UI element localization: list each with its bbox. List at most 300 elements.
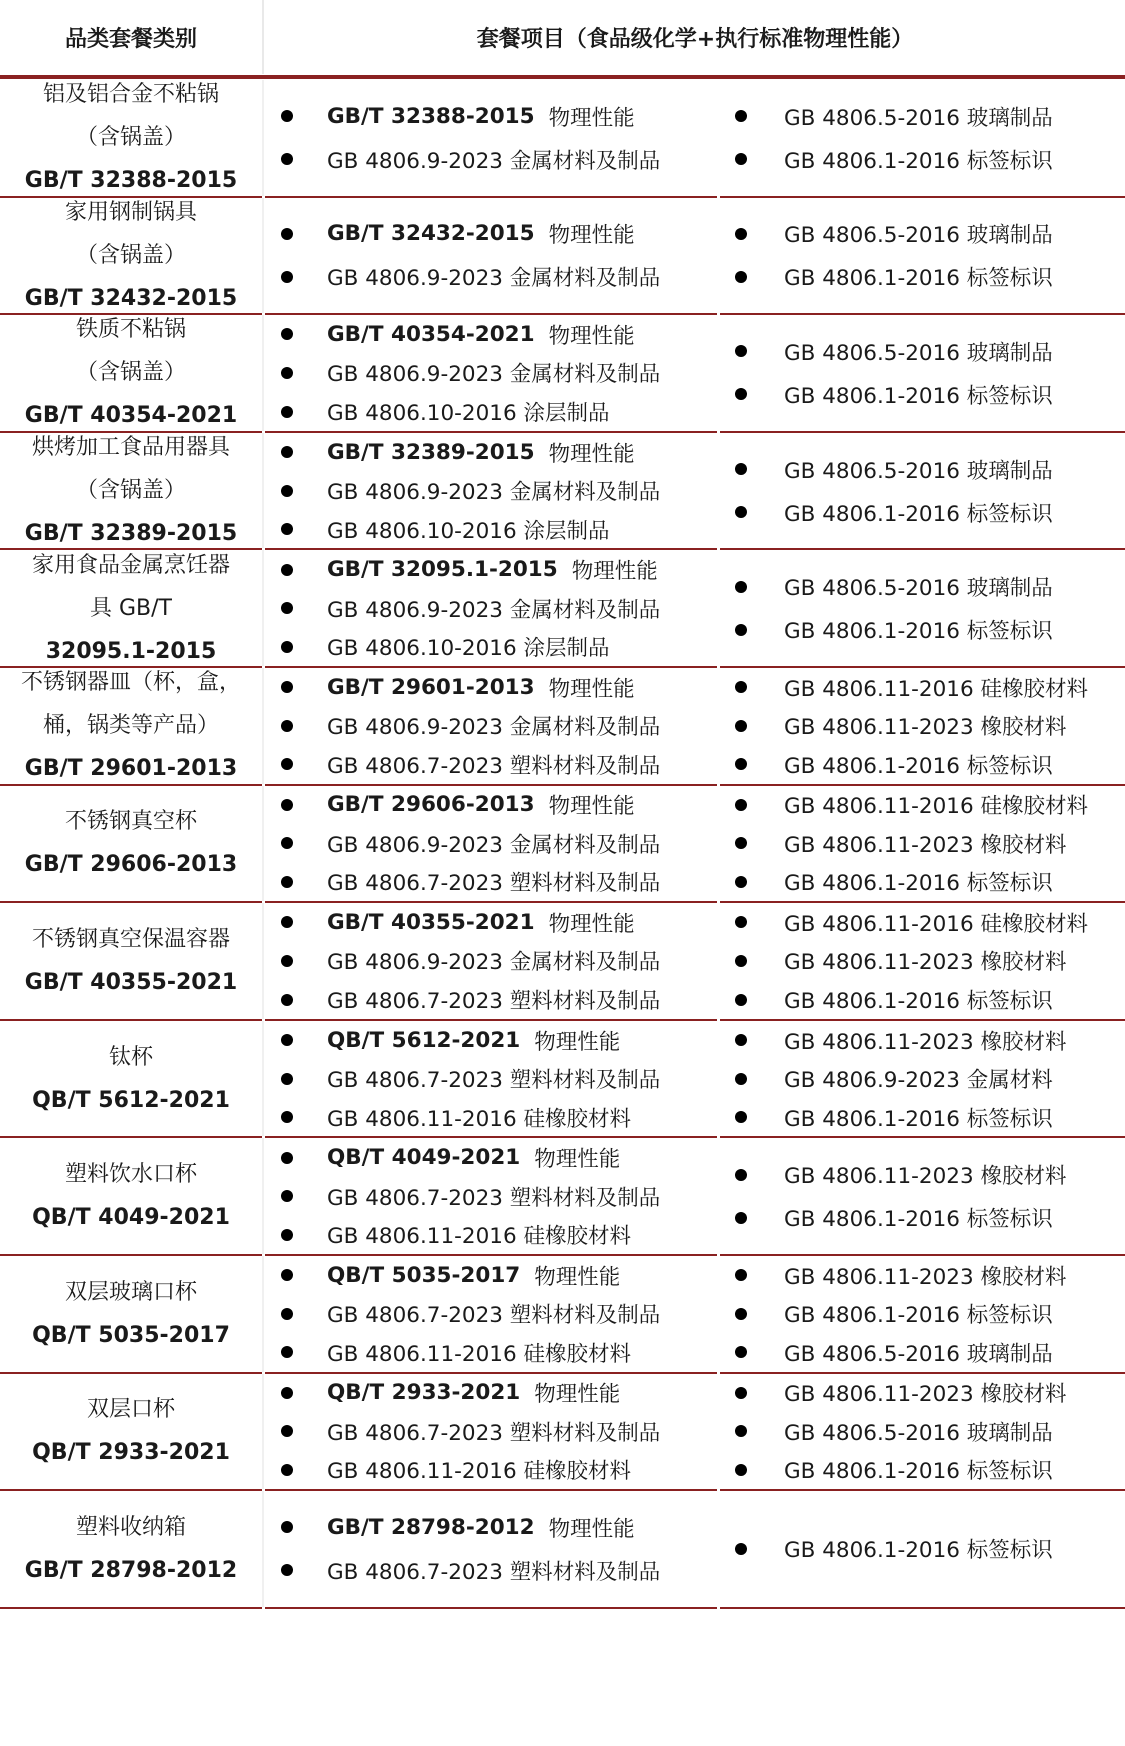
standard-code: GB/T 32432-2015 xyxy=(327,221,535,247)
standard-text: GB 4806.11-2016 硅橡胶材料 xyxy=(784,911,1088,937)
bullet-icon xyxy=(281,110,293,122)
standard-text: 物理性能 xyxy=(548,105,635,131)
items-right xyxy=(720,80,1125,196)
category-name: （含锅盖） xyxy=(75,360,186,386)
standard-text: GB 4806.7-2023 塑料材料及制品 xyxy=(327,1303,661,1329)
category-code: 32095.1-2015 xyxy=(45,638,217,664)
category-code: GB/T 32388-2015 xyxy=(24,168,238,194)
items-right xyxy=(720,668,1125,784)
list-item xyxy=(265,863,720,902)
table-row xyxy=(0,550,1125,668)
standard-text: GB 4806.1-2016 标签标识 xyxy=(784,619,1053,645)
standard-text: GB 4806.5-2016 玻璃制品 xyxy=(784,458,1053,484)
list-item xyxy=(720,824,1125,863)
category-name: 家用钢制锅具 xyxy=(64,199,197,225)
standard-text: 物理性能 xyxy=(548,911,635,937)
list-item xyxy=(265,668,720,707)
list-item xyxy=(720,330,1125,373)
bullet-icon xyxy=(281,406,293,418)
bullet-icon xyxy=(281,1346,293,1358)
list-item xyxy=(720,1527,1125,1570)
standard-text: GB 4806.1-2016 标签标识 xyxy=(784,266,1053,292)
list-item xyxy=(265,1374,720,1413)
list-item xyxy=(720,1295,1125,1334)
list-item xyxy=(720,707,1125,746)
list-item xyxy=(265,255,720,298)
items-right xyxy=(720,903,1125,1019)
standard-text: GB 4806.11-2023 橡胶材料 xyxy=(784,832,1067,858)
category-cell xyxy=(0,198,262,314)
category-code: GB/T 32432-2015 xyxy=(24,285,238,311)
list-item xyxy=(265,95,720,138)
bullet-icon xyxy=(735,1212,747,1224)
list-item xyxy=(265,1549,720,1592)
row-divider xyxy=(720,1607,1125,1609)
list-item xyxy=(720,863,1125,902)
category-name: 塑料收纳箱 xyxy=(75,1514,186,1540)
items-left xyxy=(265,80,720,196)
items-right xyxy=(720,1138,1125,1254)
bullet-icon xyxy=(281,1464,293,1476)
standard-text: 物理性能 xyxy=(534,1382,621,1408)
list-item xyxy=(265,1059,720,1098)
list-item xyxy=(720,1333,1125,1372)
category-code: GB/T 29606-2013 xyxy=(24,852,238,878)
list-item xyxy=(720,1412,1125,1451)
column-divider xyxy=(262,80,264,196)
list-item xyxy=(265,942,720,981)
category-cell xyxy=(0,315,262,431)
category-code: GB/T 40354-2021 xyxy=(24,403,238,429)
category-name: 铝及铝合金不粘锅 xyxy=(42,82,219,108)
bullet-icon xyxy=(735,955,747,967)
list-item xyxy=(720,95,1125,138)
table-row xyxy=(0,198,1125,316)
standard-text: GB 4806.11-2016 硅橡胶材料 xyxy=(784,676,1088,702)
column-divider xyxy=(262,1138,264,1254)
standard-text: GB 4806.11-2016 硅橡胶材料 xyxy=(327,1224,631,1250)
column-divider xyxy=(262,550,264,666)
table-row xyxy=(0,433,1125,551)
list-item xyxy=(265,550,720,589)
standard-text: GB 4806.5-2016 玻璃制品 xyxy=(784,223,1053,249)
table-row xyxy=(0,786,1125,904)
bullet-icon xyxy=(735,1425,747,1437)
bullet-icon xyxy=(735,1111,747,1123)
category-cell xyxy=(0,1021,262,1137)
standard-text: GB 4806.11-2023 橡胶材料 xyxy=(784,1264,1067,1290)
standard-text: 物理性能 xyxy=(548,1516,635,1542)
list-item xyxy=(265,510,720,549)
items-right xyxy=(720,786,1125,902)
bullet-icon xyxy=(735,720,747,732)
items-left xyxy=(265,1138,720,1254)
table-row xyxy=(0,1138,1125,1256)
standard-code: GB/T 40354-2021 xyxy=(327,321,535,347)
bullet-icon xyxy=(281,837,293,849)
bullet-icon xyxy=(281,1229,293,1241)
standard-text: GB 4806.9-2023 金属材料及制品 xyxy=(327,950,661,976)
list-item xyxy=(265,1295,720,1334)
standard-code: QB/T 4049-2021 xyxy=(327,1145,521,1171)
standard-text: GB 4806.10-2016 涂层制品 xyxy=(327,636,610,662)
bullet-icon xyxy=(735,1169,747,1181)
category-cell xyxy=(0,550,262,666)
standard-text: GB 4806.7-2023 塑料材料及制品 xyxy=(327,1559,661,1585)
standard-code: GB/T 28798-2012 xyxy=(327,1514,535,1540)
standard-text: 物理性能 xyxy=(548,441,635,467)
bullet-icon xyxy=(735,506,747,518)
bullet-icon xyxy=(281,916,293,928)
bullet-icon xyxy=(735,581,747,593)
list-item xyxy=(265,707,720,746)
standard-text: GB 4806.9-2023 金属材料 xyxy=(784,1068,1053,1094)
category-name: 具 GB/T xyxy=(90,595,172,621)
bullet-icon xyxy=(735,681,747,693)
list-item xyxy=(265,1256,720,1295)
list-item xyxy=(720,1153,1125,1196)
list-item xyxy=(720,212,1125,255)
items-right xyxy=(720,1021,1125,1137)
header-divider xyxy=(262,0,264,74)
standard-code: QB/T 2933-2021 xyxy=(327,1380,521,1406)
list-item xyxy=(265,392,720,431)
items-left xyxy=(265,315,720,431)
bullet-icon xyxy=(281,1521,293,1533)
standard-code: GB/T 40355-2021 xyxy=(327,909,535,935)
category-name: 铁质不粘锅 xyxy=(75,317,186,343)
bullet-icon xyxy=(735,1387,747,1399)
standard-text: GB 4806.7-2023 塑料材料及制品 xyxy=(327,1420,661,1446)
standard-text: GB 4806.1-2016 标签标识 xyxy=(784,753,1053,779)
standard-text: GB 4806.5-2016 玻璃制品 xyxy=(784,1420,1053,1446)
list-item xyxy=(265,1412,720,1451)
standard-code: QB/T 5612-2021 xyxy=(327,1027,521,1053)
bullet-icon xyxy=(281,1034,293,1046)
bullet-icon xyxy=(281,564,293,576)
bullet-icon xyxy=(281,602,293,614)
list-item xyxy=(720,1374,1125,1413)
list-item xyxy=(720,1021,1125,1060)
items-right xyxy=(720,1256,1125,1372)
category-cell xyxy=(0,1256,262,1372)
items-left xyxy=(265,550,720,666)
bullet-icon xyxy=(735,799,747,811)
bullet-icon xyxy=(735,153,747,165)
bullet-icon xyxy=(281,641,293,653)
bullet-icon xyxy=(735,837,747,849)
standard-text: GB 4806.9-2023 金属材料及制品 xyxy=(327,148,661,174)
list-item xyxy=(265,1506,720,1549)
items-right xyxy=(720,1491,1125,1607)
category-name: 家用食品金属烹饪器 xyxy=(31,552,230,578)
bullet-icon xyxy=(281,1111,293,1123)
table-header xyxy=(0,0,1125,78)
standard-text: GB 4806.7-2023 塑料材料及制品 xyxy=(327,989,661,1015)
standard-text: 物理性能 xyxy=(548,794,635,820)
list-item xyxy=(265,433,720,472)
column-divider xyxy=(262,903,264,1019)
bullet-icon xyxy=(281,328,293,340)
table-row xyxy=(0,1491,1125,1609)
standard-text: GB 4806.11-2023 橡胶材料 xyxy=(784,1029,1067,1055)
list-item xyxy=(720,668,1125,707)
bullet-icon xyxy=(735,1464,747,1476)
category-name: （含锅盖） xyxy=(75,125,186,151)
standard-text: 物理性能 xyxy=(548,223,635,249)
standard-text: 物理性能 xyxy=(571,559,658,585)
bullet-icon xyxy=(735,1034,747,1046)
bullet-icon xyxy=(281,720,293,732)
standard-text: GB 4806.10-2016 涂层制品 xyxy=(327,401,610,427)
category-name: 烘烤加工食品用器具 xyxy=(31,435,230,461)
list-item xyxy=(265,1098,720,1137)
bullet-icon xyxy=(281,1152,293,1164)
standard-text: GB 4806.5-2016 玻璃制品 xyxy=(784,576,1053,602)
list-item xyxy=(720,565,1125,608)
list-item xyxy=(720,1059,1125,1098)
category-cell xyxy=(0,786,262,902)
column-divider xyxy=(262,1374,264,1490)
standard-text: GB 4806.9-2023 金属材料及制品 xyxy=(327,715,661,741)
standard-text: GB 4806.5-2016 玻璃制品 xyxy=(784,105,1053,131)
standard-text: 物理性能 xyxy=(534,1029,621,1055)
category-cell xyxy=(0,903,262,1019)
standard-text: GB 4806.9-2023 金属材料及制品 xyxy=(327,266,661,292)
bullet-icon xyxy=(735,228,747,240)
standard-code: GB/T 32388-2015 xyxy=(327,103,535,129)
table-row xyxy=(0,1256,1125,1374)
category-code: QB/T 5035-2017 xyxy=(32,1322,230,1348)
standard-code: GB/T 32095.1-2015 xyxy=(327,557,558,583)
category-code: QB/T 4049-2021 xyxy=(32,1205,230,1231)
header-items: 套餐项目（食品级化学+执行标准物理性能） xyxy=(476,26,914,52)
table-row xyxy=(0,903,1125,1021)
category-name: 不锈钢真空杯 xyxy=(64,809,197,835)
list-item xyxy=(720,942,1125,981)
category-code: GB/T 32389-2015 xyxy=(24,521,238,547)
bullet-icon xyxy=(281,1425,293,1437)
items-left xyxy=(265,433,720,549)
header-category: 品类套餐类别 xyxy=(64,26,197,52)
category-code: QB/T 5612-2021 xyxy=(32,1087,230,1113)
list-item xyxy=(720,1098,1125,1137)
category-cell xyxy=(0,668,262,784)
category-code: GB/T 29601-2013 xyxy=(24,756,238,782)
items-left xyxy=(265,1021,720,1137)
column-divider xyxy=(262,786,264,902)
bullet-icon xyxy=(735,1269,747,1281)
standard-text: GB 4806.9-2023 金属材料及制品 xyxy=(327,832,661,858)
list-item xyxy=(265,1451,720,1490)
category-cell xyxy=(0,80,262,196)
list-item xyxy=(265,824,720,863)
standard-code: GB/T 29606-2013 xyxy=(327,792,535,818)
standard-text: GB 4806.1-2016 标签标识 xyxy=(784,501,1053,527)
list-item xyxy=(265,1215,720,1254)
list-item xyxy=(720,1196,1125,1239)
bullet-icon xyxy=(735,876,747,888)
list-item xyxy=(265,354,720,393)
standard-text: GB 4806.1-2016 标签标识 xyxy=(784,1459,1053,1485)
standard-text: GB 4806.1-2016 标签标识 xyxy=(784,148,1053,174)
bullet-icon xyxy=(735,1308,747,1320)
standard-text: GB 4806.9-2023 金属材料及制品 xyxy=(327,597,661,623)
standard-code: GB/T 29601-2013 xyxy=(327,674,535,700)
column-divider xyxy=(262,1256,264,1372)
bullet-icon xyxy=(735,1346,747,1358)
category-code: QB/T 2933-2021 xyxy=(32,1440,230,1466)
category-name: 双层玻璃口杯 xyxy=(64,1279,197,1305)
list-item xyxy=(720,373,1125,416)
items-right xyxy=(720,315,1125,431)
list-item xyxy=(265,1021,720,1060)
standard-text: 物理性能 xyxy=(534,1264,621,1290)
standard-text: GB 4806.1-2016 标签标识 xyxy=(784,1106,1053,1132)
list-item xyxy=(265,1333,720,1372)
list-item xyxy=(720,491,1125,534)
list-item xyxy=(265,589,720,628)
standard-text: 物理性能 xyxy=(548,676,635,702)
category-name: 钛杯 xyxy=(108,1044,153,1070)
column-divider xyxy=(262,1021,264,1137)
category-code: GB/T 28798-2012 xyxy=(24,1557,238,1583)
bullet-icon xyxy=(735,1073,747,1085)
list-item xyxy=(720,1451,1125,1490)
standard-text: GB 4806.11-2023 橡胶材料 xyxy=(784,950,1067,976)
column-divider xyxy=(262,315,264,431)
list-item xyxy=(265,315,720,354)
bullet-icon xyxy=(281,758,293,770)
standard-text: GB 4806.5-2016 玻璃制品 xyxy=(784,1341,1053,1367)
items-left xyxy=(265,1256,720,1372)
table-row xyxy=(0,1374,1125,1492)
bullet-icon xyxy=(735,624,747,636)
items-right xyxy=(720,550,1125,666)
category-name: 不锈钢器皿（杯，盒， xyxy=(20,670,241,696)
standard-text: GB 4806.5-2016 玻璃制品 xyxy=(784,340,1053,366)
standard-text: GB 4806.9-2023 金属材料及制品 xyxy=(327,362,661,388)
standard-text: GB 4806.11-2023 橡胶材料 xyxy=(784,715,1067,741)
items-left xyxy=(265,1374,720,1490)
table-row xyxy=(0,1021,1125,1139)
list-item xyxy=(720,786,1125,825)
standard-text: GB 4806.7-2023 塑料材料及制品 xyxy=(327,1185,661,1211)
list-item xyxy=(720,448,1125,491)
category-name: （含锅盖） xyxy=(75,478,186,504)
list-item xyxy=(265,1177,720,1216)
category-name: 塑料饮水口杯 xyxy=(64,1162,197,1188)
items-left xyxy=(265,1491,720,1607)
bullet-icon xyxy=(281,367,293,379)
standard-text: GB 4806.9-2023 金属材料及制品 xyxy=(327,480,661,506)
bullet-icon xyxy=(281,681,293,693)
category-code: GB/T 40355-2021 xyxy=(24,969,238,995)
bullet-icon xyxy=(735,388,747,400)
standard-text: GB 4806.11-2023 橡胶材料 xyxy=(784,1164,1067,1190)
bullet-icon xyxy=(281,1269,293,1281)
bullet-icon xyxy=(735,271,747,283)
category-cell xyxy=(0,1374,262,1490)
items-left xyxy=(265,786,720,902)
bullet-icon xyxy=(281,1564,293,1576)
bullet-icon xyxy=(281,446,293,458)
standard-text: GB 4806.1-2016 标签标识 xyxy=(784,1207,1053,1233)
bullet-icon xyxy=(281,153,293,165)
list-item xyxy=(265,745,720,784)
bullet-icon xyxy=(281,485,293,497)
list-item xyxy=(265,1138,720,1177)
list-item xyxy=(265,903,720,942)
bullet-icon xyxy=(735,1543,747,1555)
standard-text: GB 4806.1-2016 标签标识 xyxy=(784,989,1053,1015)
standard-text: GB 4806.1-2016 标签标识 xyxy=(784,383,1053,409)
items-right xyxy=(720,198,1125,314)
category-name: 不锈钢真空保温容器 xyxy=(31,926,230,952)
list-item xyxy=(265,980,720,1019)
column-divider xyxy=(262,433,264,549)
bullet-icon xyxy=(281,876,293,888)
table-row xyxy=(0,315,1125,433)
standard-code: QB/T 5035-2017 xyxy=(327,1262,521,1288)
category-cell xyxy=(0,1138,262,1254)
list-item xyxy=(720,1256,1125,1295)
list-item xyxy=(720,980,1125,1019)
table-row xyxy=(0,80,1125,198)
standard-text: GB 4806.11-2016 硅橡胶材料 xyxy=(327,1341,631,1367)
bullet-icon xyxy=(281,799,293,811)
bullet-icon xyxy=(281,1190,293,1202)
list-item xyxy=(720,903,1125,942)
row-divider xyxy=(0,1607,262,1609)
column-divider xyxy=(262,198,264,314)
bullet-icon xyxy=(281,994,293,1006)
bullet-icon xyxy=(735,916,747,928)
list-item xyxy=(720,745,1125,784)
list-item xyxy=(265,138,720,181)
bullet-icon xyxy=(281,1073,293,1085)
standard-text: 物理性能 xyxy=(534,1147,621,1173)
standard-text: GB 4806.7-2023 塑料材料及制品 xyxy=(327,871,661,897)
list-item xyxy=(720,138,1125,181)
standard-code: GB/T 32389-2015 xyxy=(327,439,535,465)
standard-text: GB 4806.10-2016 涂层制品 xyxy=(327,518,610,544)
column-divider xyxy=(262,1491,264,1607)
bullet-icon xyxy=(281,523,293,535)
bullet-icon xyxy=(281,271,293,283)
list-item xyxy=(265,627,720,666)
list-item xyxy=(265,786,720,825)
items-right xyxy=(720,1374,1125,1490)
standard-text: GB 4806.11-2023 橡胶材料 xyxy=(784,1382,1067,1408)
standard-text: GB 4806.11-2016 硅橡胶材料 xyxy=(784,794,1088,820)
category-name: 双层口杯 xyxy=(86,1397,175,1423)
standard-text: GB 4806.1-2016 标签标识 xyxy=(784,871,1053,897)
bullet-icon xyxy=(281,1308,293,1320)
category-cell xyxy=(0,1491,262,1607)
list-item xyxy=(265,471,720,510)
items-right xyxy=(720,433,1125,549)
items-left xyxy=(265,668,720,784)
standard-text: GB 4806.7-2023 塑料材料及制品 xyxy=(327,753,661,779)
bullet-icon xyxy=(281,228,293,240)
table-row xyxy=(0,668,1125,786)
bullet-icon xyxy=(735,994,747,1006)
standard-text: GB 4806.11-2016 硅橡胶材料 xyxy=(327,1106,631,1132)
standard-text: GB 4806.7-2023 塑料材料及制品 xyxy=(327,1068,661,1094)
list-item xyxy=(720,255,1125,298)
list-item xyxy=(265,212,720,255)
